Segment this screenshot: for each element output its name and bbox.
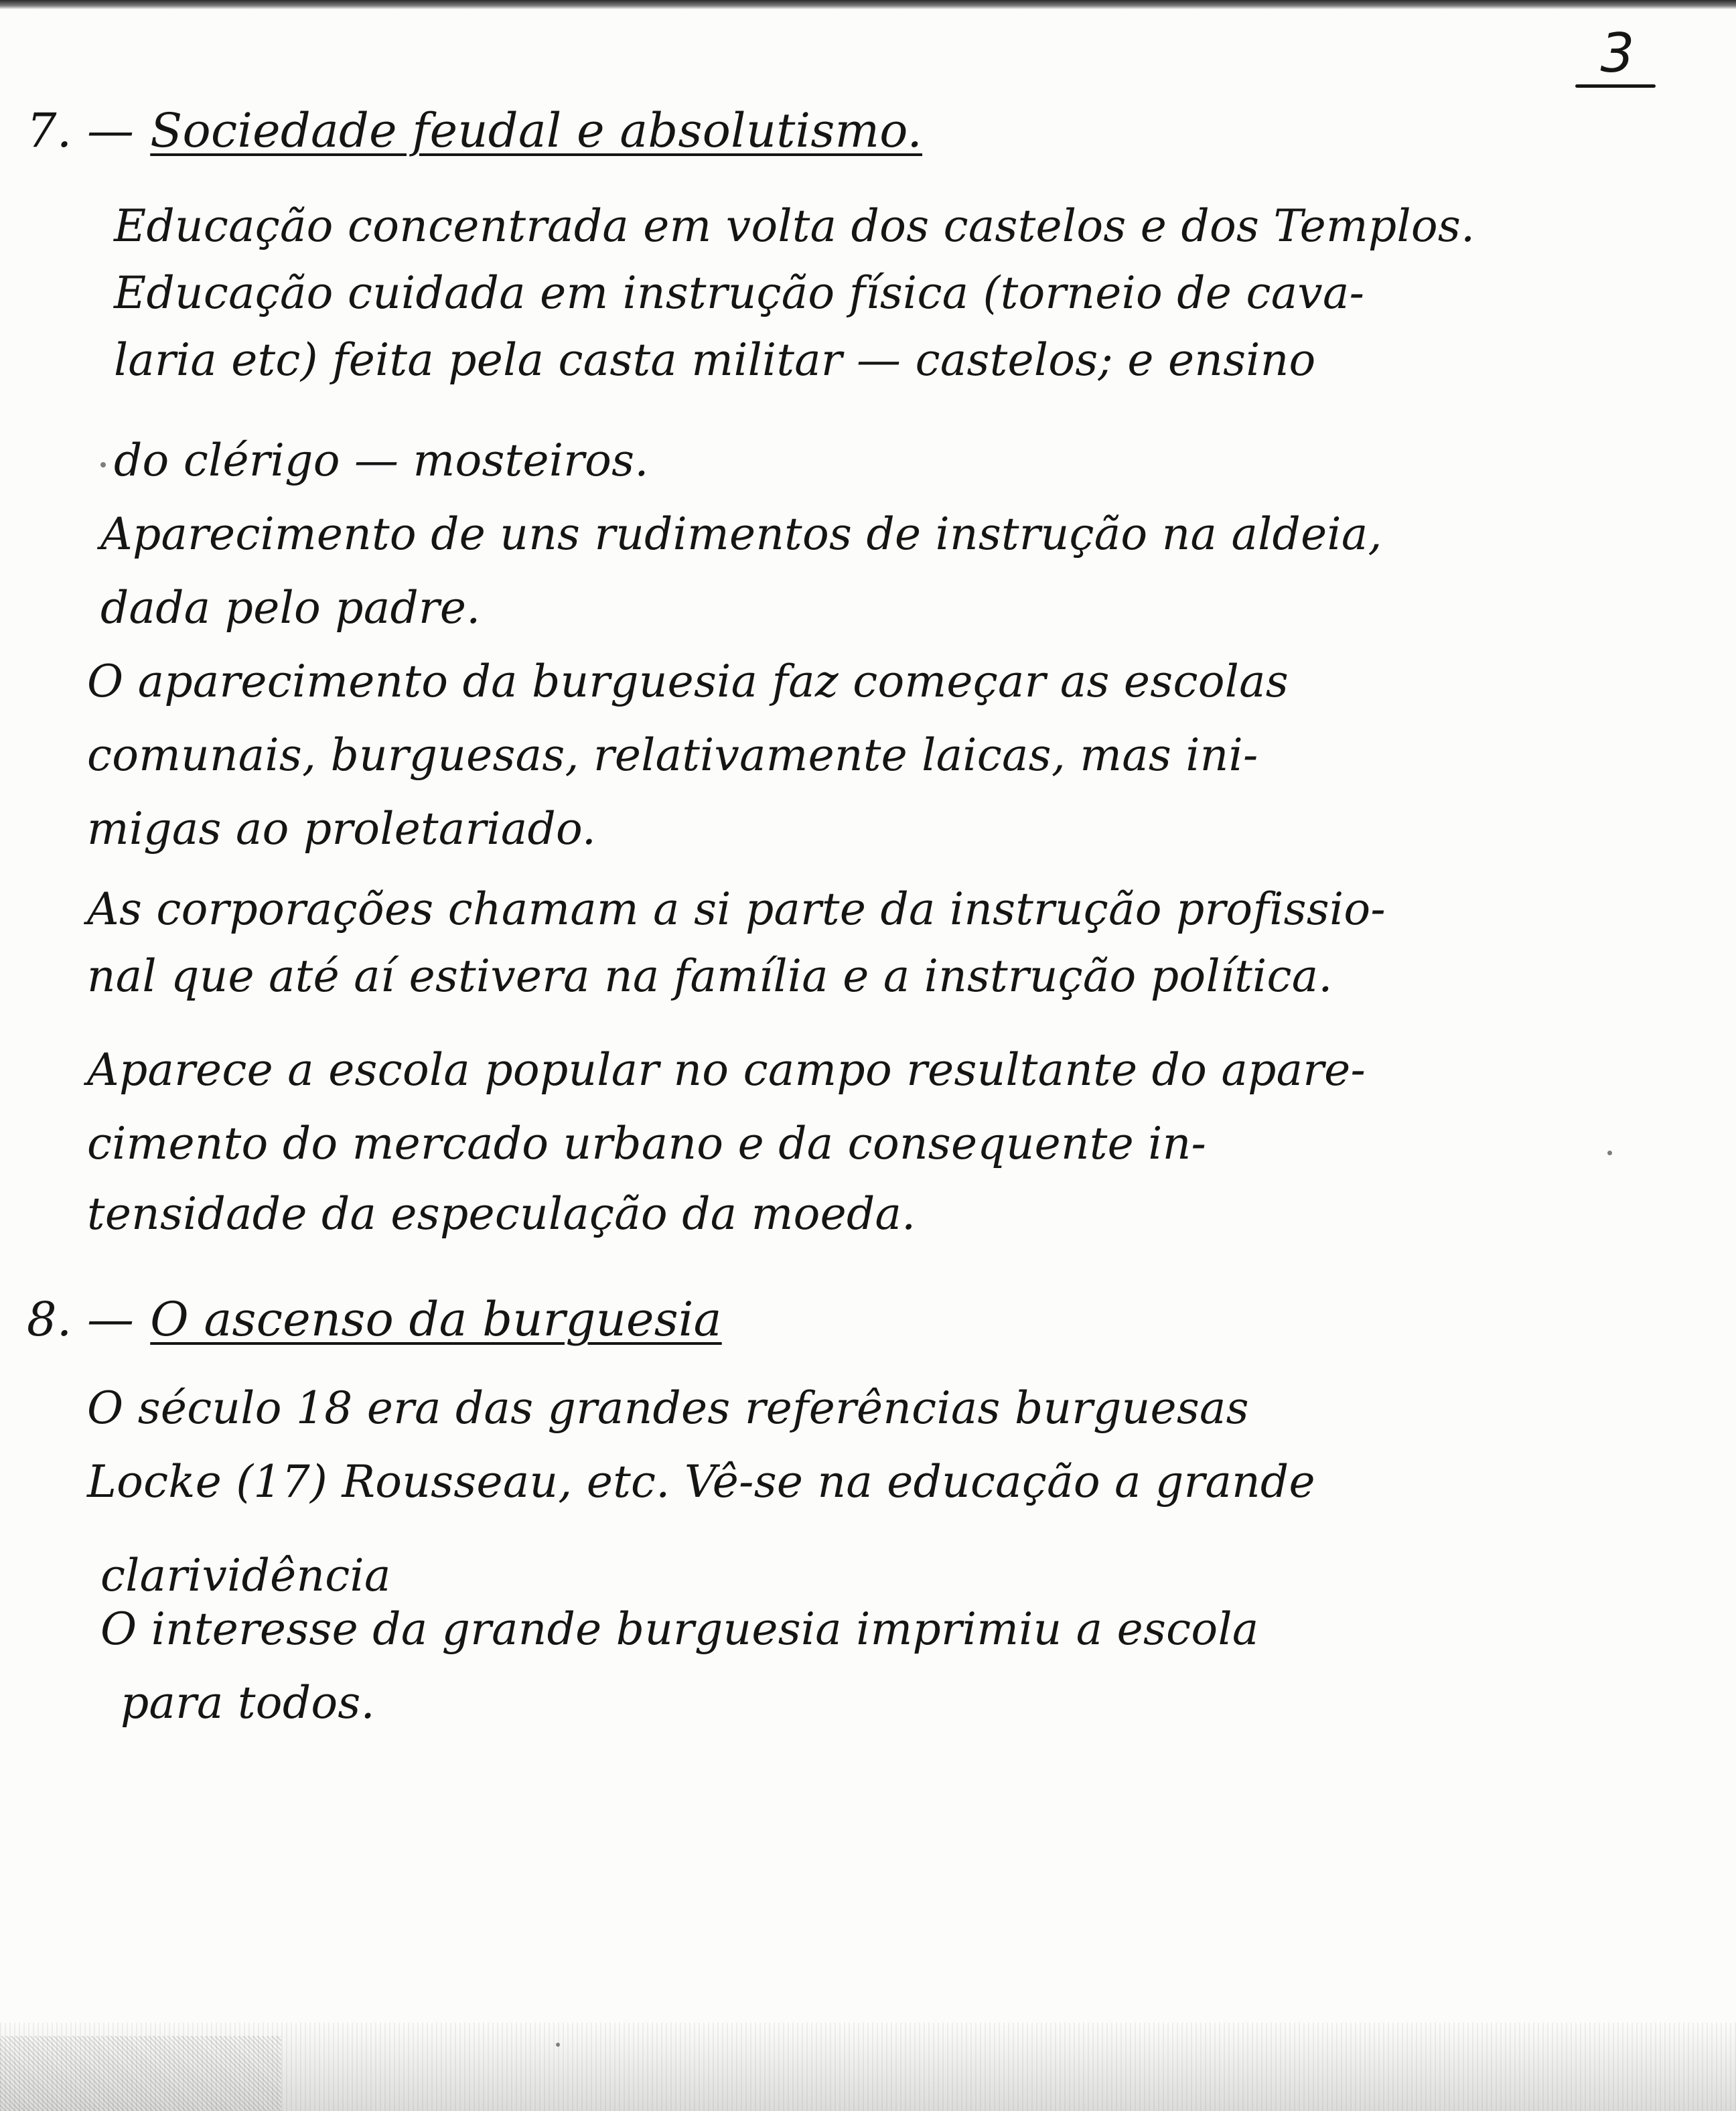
ink-speck (1607, 1151, 1612, 1155)
section-8-number: 8. — (27, 1292, 135, 1347)
page-number-underline (1575, 84, 1656, 88)
section-7-line-12: Aparece a escola popular no campo resultante do apare- (87, 1044, 1366, 1096)
section-8-title: O ascenso da burguesia (150, 1292, 722, 1347)
section-7-line-4: do clérigo — mosteiros. (114, 435, 649, 486)
section-7-line-10: As corporações chamam a si parte da instrução profissio- (87, 883, 1386, 935)
page-number: 3 (1600, 22, 1635, 84)
section-8-line-4: O interesse da grande burguesia imprimiu a escola (100, 1603, 1259, 1655)
section-7-line-6: dada pelo padre. (100, 582, 481, 634)
section-8-heading (27, 1292, 722, 1347)
section-7-line-2: Educação cuidada em instrução física (torneio de cava- (114, 267, 1365, 319)
section-7-number: 7. — (27, 103, 135, 158)
section-7-line-3: laria etc) feita pela casta militar — castelos; e ensino (114, 334, 1316, 386)
scan-corner-noise (0, 2036, 281, 2111)
ink-speck (100, 462, 106, 467)
section-7-line-1: Educação concentrada em volta dos castelos e dos Templos. (114, 200, 1475, 252)
section-8-line-2: Locke (17) Rousseau, etc. Vê-se na educação a grande (87, 1456, 1315, 1508)
section-7-heading (27, 103, 923, 158)
section-7-line-14: tensidade da especulação da moeda. (87, 1188, 916, 1240)
section-7-title: Sociedade feudal e absolutismo. (150, 103, 923, 158)
section-7-line-9: migas ao proletariado. (87, 803, 597, 855)
section-7-line-7: O aparecimento da burguesia faz começar as escolas (87, 656, 1289, 707)
section-8-line-1: O século 18 era das grandes referências burguesas (87, 1382, 1249, 1434)
section-8-line-5: para todos. (121, 1677, 375, 1729)
section-7-line-11: nal que até aí estivera na família e a instrução política. (87, 950, 1333, 1002)
scan-top-edge (0, 0, 1736, 9)
section-7-line-8: comunais, burguesas, relativamente laicas, mas ini- (87, 729, 1258, 781)
section-8-line-3: clarividência (100, 1550, 391, 1601)
section-7-line-13: cimento do mercado urbano e da consequente in- (87, 1118, 1207, 1169)
section-7-line-5: Aparecimento de uns rudimentos de instrução na aldeia, (100, 508, 1382, 560)
